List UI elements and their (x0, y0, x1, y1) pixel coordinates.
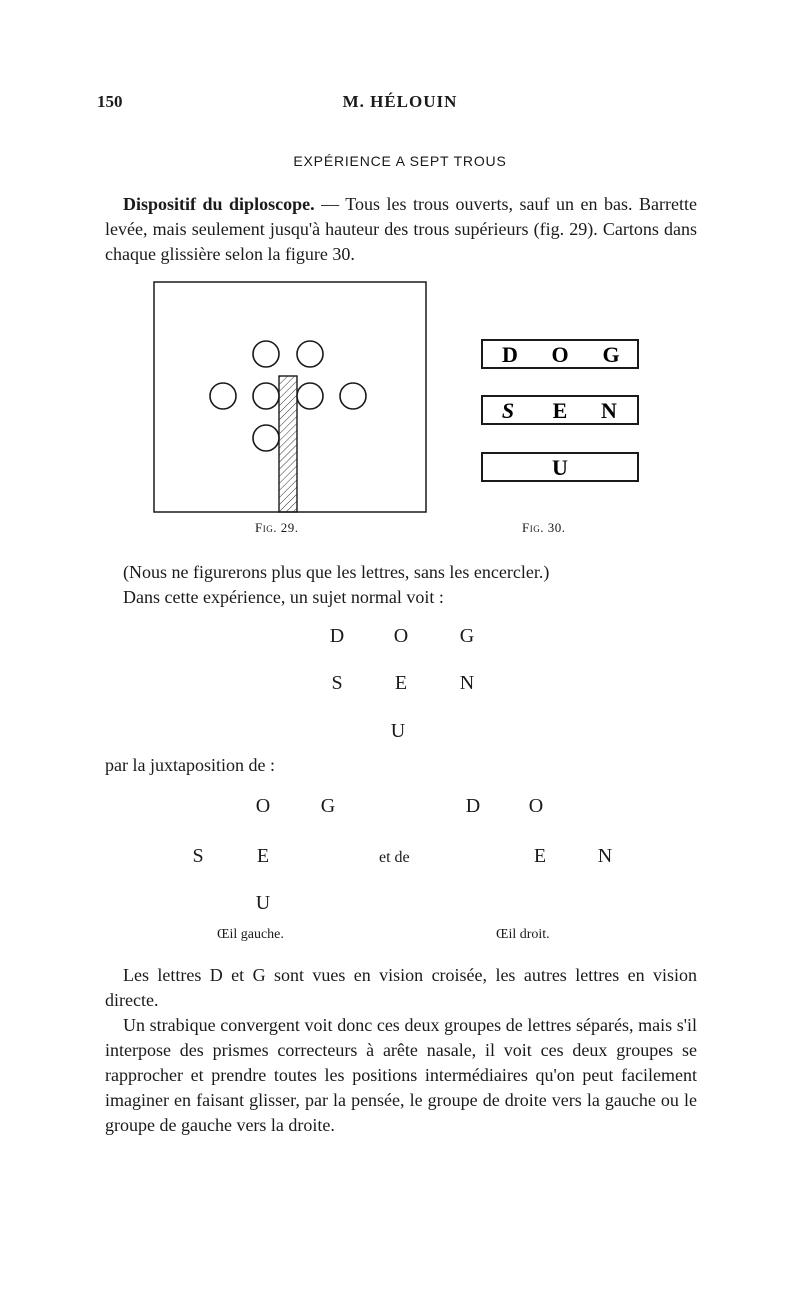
barrette (279, 376, 297, 512)
right-eye-letter: E (533, 845, 547, 867)
hole-middle-1 (210, 383, 236, 409)
juxtaposition-label: par la juxtaposition de : (105, 755, 275, 775)
left-eye-label: Œil gauche. (217, 927, 284, 942)
card-letter: S (501, 398, 515, 423)
note-text: (Nous ne figurerons plus que les lettres, sans les encercler.) (123, 562, 550, 582)
closing-text (105, 963, 697, 1138)
hole-top-left (253, 341, 279, 367)
left-eye-letter: O (255, 795, 271, 817)
running-header-author: M. HÉLOUIN (342, 92, 458, 111)
card-letter: U (552, 455, 568, 480)
hole-middle-2 (253, 383, 279, 409)
normal-letter: S (331, 672, 343, 694)
normal-letter: U (390, 720, 406, 742)
intro-text: — Tous les trous ouverts, sauf un en bas. Barrette levée, mais seulement jusqu'à hauteur des trous supérieurs (fig. 29). Cartons dans chaque glissière selon la figure 30. (105, 194, 697, 264)
left-eye-letter: S (192, 845, 204, 867)
figure-29-caption: Fig. 29. (255, 520, 299, 535)
connector-text: et de (379, 849, 410, 866)
left-eye-letter: E (256, 845, 270, 867)
figure-29-diploscope (150, 280, 440, 520)
normal-letter: E (394, 672, 408, 694)
page-number: 150 (97, 92, 123, 111)
card-letter: E (552, 398, 568, 423)
normal-intro: Dans cette expérience, un sujet normal voit : (123, 587, 444, 607)
hole-top-right (297, 341, 323, 367)
section-title: EXPÉRIENCE A SEPT TROUS (293, 153, 507, 169)
card-letter: N (601, 398, 617, 423)
hole-middle-3 (297, 383, 323, 409)
figure-30-cards (478, 338, 644, 488)
hole-bottom (253, 425, 279, 451)
paragraph-crossed-vision: Les lettres D et G sont vues en vision croisée, les autres lettres en vision directe. (105, 965, 697, 1010)
note-paragraph (105, 560, 697, 610)
hole-middle-4 (340, 383, 366, 409)
card-letter: D (502, 342, 518, 367)
normal-letter: G (459, 625, 475, 647)
normal-letter: D (329, 625, 345, 647)
left-eye-letter: G (320, 795, 336, 817)
intro-paragraph (105, 192, 697, 267)
figure-30-caption: Fig. 30. (522, 520, 566, 535)
right-eye-letter: O (528, 795, 544, 817)
card-letter: G (602, 342, 620, 367)
normal-letter: O (393, 625, 409, 647)
right-eye-letter: N (597, 845, 613, 867)
right-eye-label: Œil droit. (496, 927, 550, 942)
normal-letter: N (459, 672, 475, 694)
card-letter: O (551, 342, 569, 367)
intro-lead: Dispositif du diploscope. (123, 194, 315, 214)
right-eye-letter: D (465, 795, 481, 817)
paragraph-strabismus: Un strabique convergent voit donc ces deux groupes de lettres séparés, mais s'il interpose des prismes correcteurs à arête nasale, il voit ces deux groupes se rapprocher et prendre toutes les positions intermédiaires qu'on peut facilement imaginer en faisant glisser, par la pensée, le groupe de droite vers la gauche ou le groupe de gauche vers la droite. (105, 1015, 697, 1135)
left-eye-letter: U (255, 892, 271, 914)
